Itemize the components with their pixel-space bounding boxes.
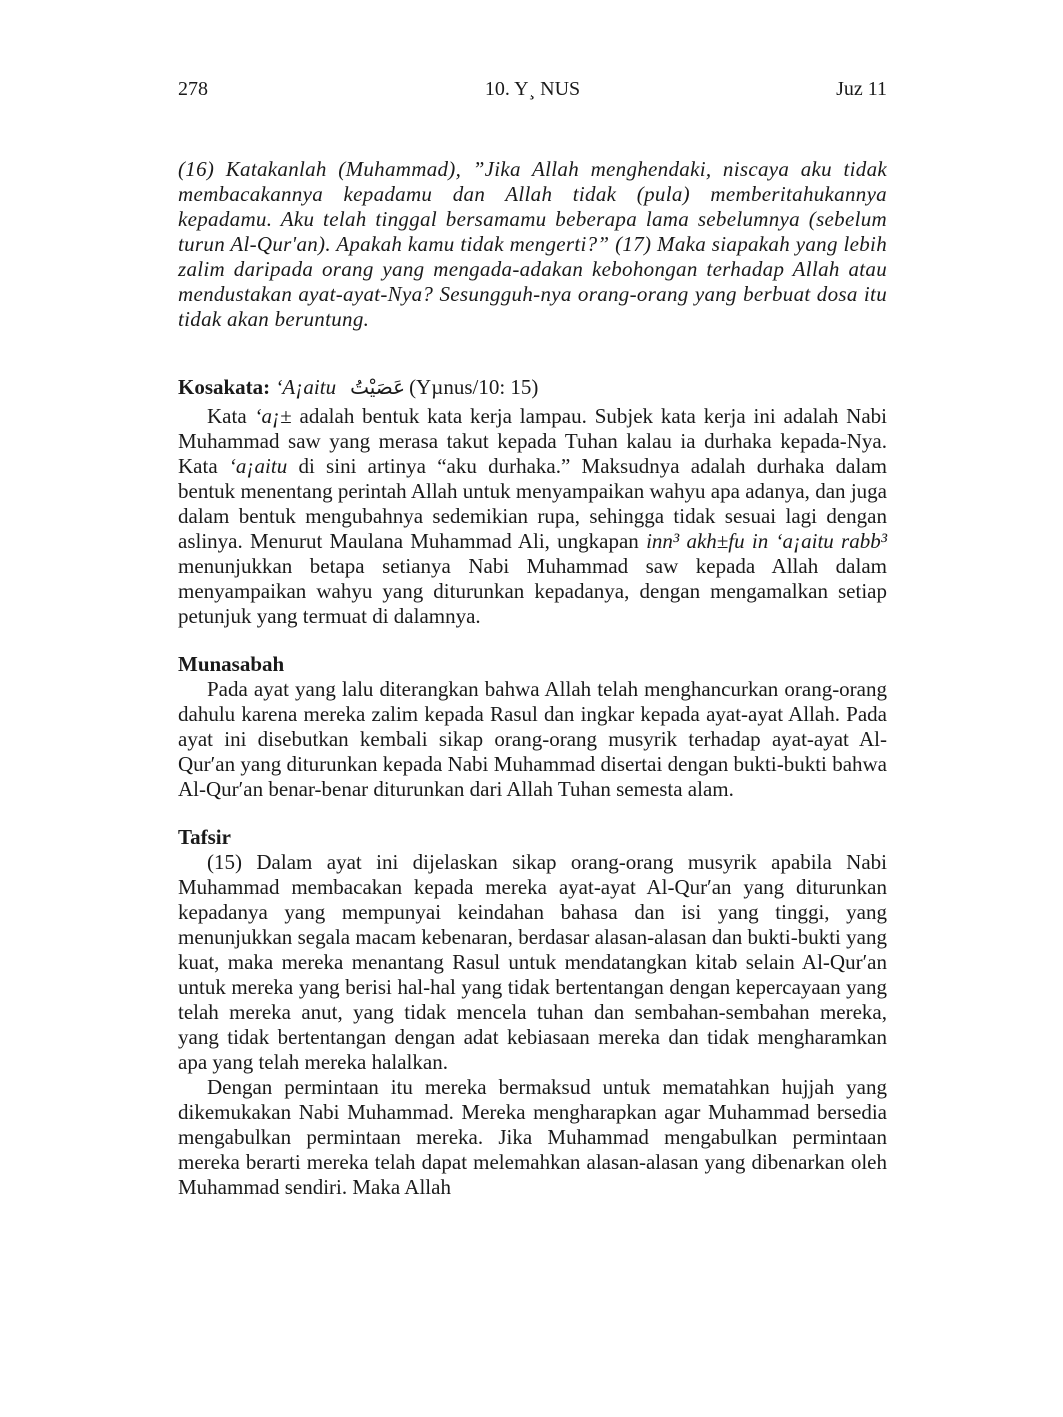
transliteration: ‘a¡aitu	[228, 454, 288, 478]
transliteration: ‘a¡±	[254, 404, 292, 428]
text-run: menunjukkan betapa setianya Nabi Muhammad saw kepada Allah dalam menyampaikan wahyu yang diturunkan kepadanya, dengan mengamalkan setiap petunjuk yang termuat di dalamnya.	[178, 554, 887, 628]
juz-label: Juz 11	[836, 78, 887, 100]
arabic-term: عَصَيْتُ	[350, 375, 406, 399]
page-body	[178, 157, 887, 1200]
transliteration: inn³ akh±fu in ‘a¡aitu rabb³	[646, 529, 887, 553]
tafsir-paragraph-1: (15) Dalam ayat ini dijelaskan sikap orang-orang musyrik apabila Nabi Muhammad membacakan kepada mereka ayat-ayat Al-Qur′an yang diturunkan kepadanya yang mempunyai keindahan bahasa dan isi yang tinggi, yang menunjukkan segala macam kebenaran, berdasar alasan-alasan dan bukti-bukti yang kuat, maka mereka menantang Rasul untuk mendatangkan kitab selain Al-Qur′an untuk mereka yang berisi hal-hal yang tidak bertentangan dengan kepercayaan yang telah mereka anut, yang tidak mencela tuhan dan sembahan-sembahan mereka, yang tidak bertentangan dengan adat kebiasaan mereka dan tidak mengharamkan apa yang telah mereka halalkan.	[178, 850, 887, 1074]
verse-reference: (Yµnus/10: 15)	[409, 375, 539, 399]
spacer	[178, 629, 887, 652]
chapter-title: 10. Y¸ NUS	[484, 78, 581, 100]
kosakata-heading	[178, 374, 887, 401]
tafsir-heading: Tafsir	[178, 825, 231, 849]
munasabah-heading: Munasabah	[178, 652, 285, 676]
spacer	[178, 802, 887, 825]
munasabah-paragraph: Pada ayat yang lalu diterangkan bahwa Allah telah menghancurkan orang-orang dahulu karena mereka zalim kepada Rasul dan ingkar kepada ayat-ayat Allah. Pada ayat ini disebutkan kembali sikap orang-orang musyrik terhadap ayat-ayat Al-Qur′an yang diturunkan kepada Nabi Muhammad disertai dengan bukti-bukti bahwa Al-Qur′an benar-benar diturunkan dari Allah Tuhan semesta alam.	[178, 677, 887, 801]
tafsir-paragraph-2: Dengan permintaan itu mereka bermaksud untuk mematahkan hujjah yang dikemukakan Nabi Muhammad. Mereka mengharapkan agar Muhammad bersedia mengabulkan permintaan mereka. Jika Muhammad mengabulkan permintaan mereka berarti mereka telah dapat melemahkan alasan-alasan yang dibenarkan oleh Muhammad sendiri. Maka Allah	[178, 1075, 887, 1199]
text-run: adalah bentuk kata kerja lampau. Subjek kata kerja ini adalah Nabi Muhammad saw yang merasa takut kepada Tuhan kalau ia durhaka kepada-Nya. Kata	[178, 404, 887, 478]
kosakata-term: ‘A¡aitu	[275, 375, 337, 399]
text-run: di sini artinya “aku durhaka.” Maksudnya adalah durhaka dalam bentuk menentang perintah Allah untuk menyampaikan wahyu apa adanya, dan juga dalam bentuk mengubahnya sedemikian rupa, sehingga tidak sesuai lagi dengan aslinya. Menurut Maulana Muhammad Ali, ungkapan	[178, 454, 887, 553]
kosakata-paragraph	[178, 404, 887, 629]
verse-translation: (16) Katakanlah (Muhammad), ”Jika Allah menghendaki, niscaya aku tidak membacakannya kepadamu dan Allah tidak (pula) memberitahukannya kepadamu. Aku telah tinggal bersamamu beberapa lama sebelumnya (sebelum turun Al-Qur'an). Apakah kamu tidak mengerti?” (17) Maka siapakah yang lebih zalim daripada orang yang mengada-adakan kebohongan terhadap Allah atau mendustakan ayat-ayat-Nya? Sesungguh-nya orang-orang yang berbuat dosa itu tidak akan beruntung.	[178, 157, 887, 331]
page-header	[178, 76, 887, 102]
text-run: Kata	[207, 404, 255, 428]
page-number: 278	[178, 78, 208, 100]
spacer	[178, 332, 887, 374]
kosakata-label: Kosakata:	[178, 375, 271, 399]
